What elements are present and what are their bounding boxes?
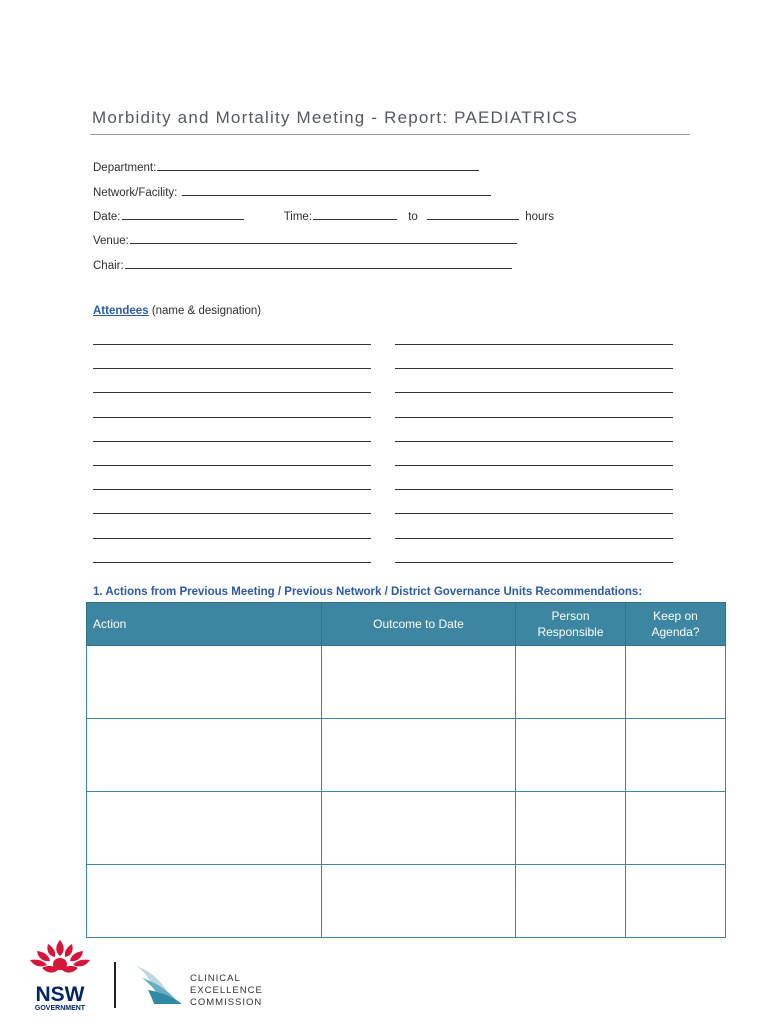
person-cell[interactable] (516, 719, 626, 792)
table-row (87, 719, 726, 792)
attendees-note: (name & designation) (151, 305, 262, 317)
agenda-cell[interactable] (626, 646, 726, 719)
venue-input-line[interactable] (130, 233, 517, 244)
section-1-heading: 1. Actions from Previous Meeting / Previous Network / District Governance Units Recommendations: (93, 586, 643, 598)
logo-divider (114, 962, 116, 1008)
nsw-government-logo (22, 938, 98, 1012)
department-field[interactable] (93, 160, 479, 174)
outcome-cell[interactable] (322, 719, 516, 792)
attendee-input-line[interactable] (395, 513, 673, 514)
table-row (87, 865, 726, 938)
action-cell[interactable] (87, 719, 322, 792)
title-divider (90, 134, 690, 135)
person-cell[interactable] (516, 646, 626, 719)
nsw-wordmark: NSW (35, 983, 85, 1006)
attendee-input-line[interactable] (395, 465, 673, 466)
attendee-input-line[interactable] (395, 562, 673, 563)
outcome-cell[interactable] (322, 646, 516, 719)
venue-field[interactable] (93, 233, 517, 247)
cec-wordmark (190, 973, 263, 1009)
attendee-input-line[interactable] (93, 513, 371, 514)
action-cell[interactable] (87, 865, 322, 938)
date-input-line[interactable] (122, 209, 244, 220)
attendee-input-line[interactable] (93, 538, 371, 539)
government-wordmark: GOVERNMENT (34, 1005, 86, 1012)
table-row (87, 646, 726, 719)
attendee-input-line[interactable] (395, 417, 673, 418)
network-input-line[interactable] (182, 185, 491, 196)
network-label: Network/Facility: (93, 187, 178, 199)
page-title: Morbidity and Mortality Meeting - Report: PAEDIATRICS (92, 108, 579, 127)
column-header-outcome: Outcome to Date (322, 603, 516, 646)
attendee-input-line[interactable] (395, 489, 673, 490)
attendee-input-line[interactable] (395, 538, 673, 539)
agenda-cell[interactable] (626, 865, 726, 938)
time-end-input-line[interactable] (427, 209, 519, 220)
venue-label: Venue: (93, 235, 129, 247)
agenda-cell[interactable] (626, 792, 726, 865)
table-row (87, 792, 726, 865)
network-field[interactable] (93, 185, 491, 199)
outcome-cell[interactable] (322, 865, 516, 938)
time-start-input-line[interactable] (313, 209, 397, 220)
cec-line-1: CLINICAL (190, 973, 241, 984)
chair-input-line[interactable] (125, 258, 512, 269)
attendee-input-line[interactable] (395, 368, 673, 369)
actions-table (86, 602, 726, 938)
hours-label: hours (525, 211, 555, 223)
attendee-input-line[interactable] (395, 392, 673, 393)
cec-line-3: COMMISSION (190, 997, 263, 1008)
department-input-line[interactable] (157, 160, 479, 171)
chair-field[interactable] (93, 258, 512, 272)
person-cell[interactable] (516, 792, 626, 865)
attendee-input-line[interactable] (93, 344, 371, 345)
attendees-link[interactable]: Attendees (93, 305, 149, 317)
attendee-input-line[interactable] (93, 562, 371, 563)
chair-label: Chair: (93, 260, 124, 272)
cec-line-2: EXCELLENCE (190, 985, 263, 996)
attendee-input-line[interactable] (395, 344, 673, 345)
date-label: Date: (93, 211, 121, 223)
column-header-person-responsible: Person Responsible (516, 603, 626, 646)
attendee-input-line[interactable] (93, 489, 371, 490)
attendee-input-line[interactable] (93, 441, 371, 442)
waratah-icon (30, 940, 90, 973)
actions-header-row (87, 603, 726, 646)
agenda-cell[interactable] (626, 719, 726, 792)
department-label: Department: (93, 162, 157, 174)
column-header-keep-on-agenda: Keep on Agenda? (626, 603, 726, 646)
person-cell[interactable] (516, 865, 626, 938)
attendee-input-line[interactable] (93, 417, 371, 418)
attendee-input-line[interactable] (395, 441, 673, 442)
attendee-input-line[interactable] (93, 368, 371, 369)
time-label: Time: (283, 211, 313, 223)
date-time-field[interactable] (93, 209, 554, 223)
to-label: to (408, 211, 418, 223)
action-cell[interactable] (87, 646, 322, 719)
cec-wave-icon (132, 958, 184, 1010)
column-header-action: Action (87, 603, 322, 646)
outcome-cell[interactable] (322, 792, 516, 865)
attendee-input-line[interactable] (93, 465, 371, 466)
attendees-heading (93, 305, 261, 317)
attendee-input-line[interactable] (93, 392, 371, 393)
action-cell[interactable] (87, 792, 322, 865)
